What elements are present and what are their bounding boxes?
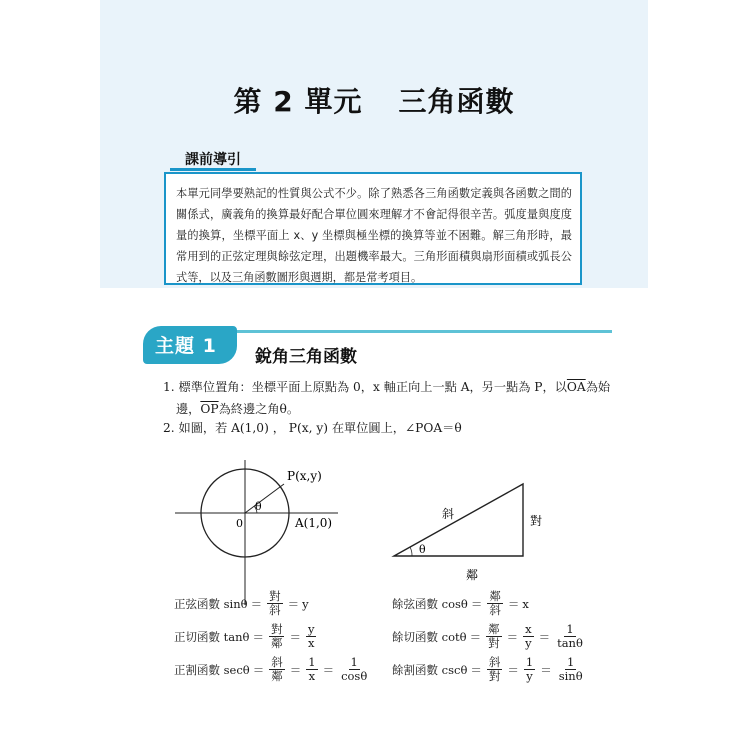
fraction: $\frac{\text{鄰}}{\text{斜}}$ <box>489 589 501 617</box>
item-1-text-c: 邊， <box>176 402 201 416</box>
adjacent-label: 鄰 <box>466 568 479 582</box>
fraction: $\frac{x}{y}$ <box>525 622 532 650</box>
item-2: 2. 如圖，若 A(1,0) ， P(x, y) 在單位圓上，∠POA＝θ <box>163 421 462 435</box>
fraction: $\frac{\text{鄰}}{\text{對}}$ <box>488 622 500 650</box>
intro-label: 課前導引 <box>185 152 241 168</box>
page-title <box>100 80 648 120</box>
intro-box <box>164 172 582 285</box>
fraction: $\frac{\text{對}}{\text{鄰}}$ <box>270 622 283 650</box>
formula-sec: 正割函數 secθ ＝ $\frac{\text{斜}}{\text{鄰}}$ ＝ $\frac{1}{x}$ ＝ $\frac{1}{\cos\theta}$ <box>174 655 368 683</box>
topic-tab-label: 主題 1 <box>155 335 217 357</box>
triangle-angle-arc <box>410 547 412 556</box>
radius-op <box>245 484 284 513</box>
triangle <box>394 484 523 556</box>
formula-sin: 正弦函數 sinθ ＝ $\frac{\text{對}}{\text{斜}}$ ＝ y <box>174 589 309 617</box>
unit-circle-figure <box>170 455 340 605</box>
fraction: $\frac{1}{\tan\theta}$ <box>557 622 583 650</box>
segment-oa: $\overline{OA}$ <box>566 380 586 394</box>
fraction: $\frac{\text{斜}}{\text{對}}$ <box>488 655 501 683</box>
intro-underline <box>170 168 256 171</box>
item-1-line-2 <box>176 400 299 417</box>
triangle-theta-label: θ <box>419 543 426 556</box>
hypotenuse-label: 斜 <box>442 507 455 521</box>
fraction: $\frac{y}{x}$ <box>307 622 315 650</box>
fraction: $\frac{1}{\sin\theta}$ <box>558 655 583 683</box>
item-1-line-1 <box>163 378 610 395</box>
origin-label: 0 <box>236 517 243 530</box>
fraction: $\frac{1}{y}$ <box>525 655 534 683</box>
fraction: $\frac{1}{x}$ <box>308 655 316 683</box>
intro-text: 本單元同學要熟記的性質與公式不少。除了熟悉各三角函數定義與各函數之間的關係式，廣義角的換算最好配合單位圓來理解才不會記得很辛苦。弧度量與度度量的換算，坐標平面上 x、y 坐標與極坐標的換算等並不困難。解三角形時，最常用到的正弦定理與餘弦定理，出題機率最大。三角形面積與扇形面積或弧長公式等，以及三角函數圖形與週期，都是常考項目。 <box>176 187 572 284</box>
unit-number: 第 2 單元 <box>233 85 363 118</box>
formula-tan: 正切函數 tanθ ＝ $\frac{\text{對}}{\text{鄰}}$ ＝ $\frac{y}{x}$ <box>174 622 315 650</box>
formula-cot: 餘切函數 cotθ ＝ $\frac{\text{鄰}}{\text{對}}$ ＝ $\frac{x}{y}$ ＝ $\frac{1}{\tan\theta}$ <box>392 622 583 650</box>
right-triangle-figure <box>390 480 560 590</box>
opposite-label: 對 <box>530 514 543 528</box>
topic-title: 銳角三角函數 <box>255 347 357 367</box>
item-1-text-a: 1. 標準位置角：坐標平面上原點為 0，x 軸正向上一點 A，另一點為 P，以 <box>163 380 567 394</box>
item-1-text-b: 為始 <box>585 380 611 394</box>
fraction: $\frac{1}{\cos\theta}$ <box>341 655 368 683</box>
unit-name: 三角函數 <box>398 85 515 118</box>
point-p-label: P(x,y) <box>287 469 322 483</box>
formula-cos: 餘弦函數 cosθ ＝ $\frac{\text{鄰}}{\text{斜}}$ ＝ x <box>392 589 529 617</box>
formula-csc: 餘割函數 cscθ ＝ $\frac{\text{斜}}{\text{對}}$ ＝ $\frac{1}{y}$ ＝ $\frac{1}{\sin\theta}$ <box>392 655 583 683</box>
theta-label: θ <box>255 500 262 513</box>
fraction: $\frac{\text{對}}{\text{斜}}$ <box>269 589 281 617</box>
point-a-label: A(1,0) <box>295 516 333 530</box>
fraction: $\frac{\text{斜}}{\text{鄰}}$ <box>271 655 283 683</box>
segment-op: $\overline{OP}$ <box>200 402 219 416</box>
item-1-text-d: 為終邊之角θ。 <box>218 402 300 416</box>
